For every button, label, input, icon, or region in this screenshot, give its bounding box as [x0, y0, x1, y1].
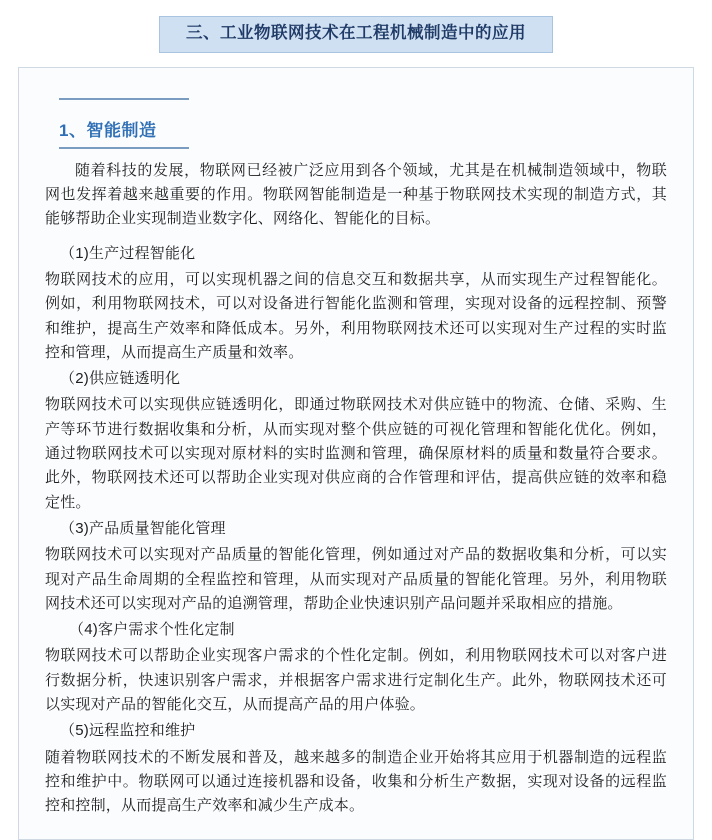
intro-paragraph: 随着科技的发展，物联网已经被广泛应用到各个领域，尤其是在机械制造领域中，物联网也发挥着越来越重要的作用。物联网智能制造是一种基于物联网技术实现的制造方式，其能够帮助企业实现制造业数字化、网络化、智能化的目标。 [45, 161, 667, 228]
item-title-2: （2)供应链透明化 [60, 370, 181, 388]
item-title-1: （1)生产过程智能化 [60, 244, 196, 262]
item-body-1: 物联网技术的应用，可以实现机器之间的信息交互和数据共享，从而实现生产过程智能化。例如，利用物联网技术，可以对设备进行智能化监测和管理，实现对设备的远程控制、预警和维护，提高生产效率和降低成本。另外，利用物联网技术还可以实现对生产过程的实时监控和管理，从而提高生产质量和效率。 [45, 270, 667, 361]
item-title-4: （4)客户需求个性化定制 [69, 621, 235, 639]
subsection-top-rule [59, 98, 189, 100]
content-card [18, 67, 694, 840]
item-title-3: （3)产品质量智能化管理 [60, 519, 226, 537]
subsection-underline [59, 147, 189, 149]
item-body-5: 随着物联网技术的不断发展和普及，越来越多的制造企业开始将其应用于机器制造的远程监控和维护中。物联网可以通过连接机器和设备，收集和分析生产数据，实现对设备的远程监控和控制，从而提高生产效率和减少生产成本。 [45, 748, 667, 815]
item-body-4: 物联网技术可以帮助企业实现客户需求的个性化定制。例如，利用物联网技术可以对客户进行数据分析，快速识别客户需求，并根据客户需求进行定制化生产。此外，物联网技术还可以实现对产品的智能化交互，从而提高产品的用户体验。 [45, 647, 667, 714]
header-area [0, 0, 712, 53]
subsection-title: 1、智能制造 [59, 120, 157, 140]
item-body-2: 物联网技术可以实现供应链透明化，即通过物联网技术对供应链中的物流、仓储、采购、生产等环节进行数据收集和分析，从而实现对整个供应链的可视化管理和智能化优化。例如，通过物联网技术可以实现对原材料的实时监测和管理，确保原材料的质量和数量符合要求。此外，物联网技术还可以帮助企业实现对供应商的合作管理和评估，提高供应链的效率和稳定性。 [45, 396, 667, 511]
item-title-5: （5)远程监控和维护 [60, 722, 196, 740]
section-title-banner: 三、工业物联网技术在工程机械制造中的应用 [159, 16, 553, 53]
spacer [45, 234, 667, 240]
item-body-3: 物联网技术可以实现对产品质量的智能化管理，例如通过对产品的数据收集和分析，可以实现对产品生命周期的全程监控和管理，从而实现对产品质量的智能化管理。另外，利用物联网技术还可以实现对产品的追溯管理，帮助企业快速识别产品问题并采取相应的措施。 [45, 546, 667, 612]
